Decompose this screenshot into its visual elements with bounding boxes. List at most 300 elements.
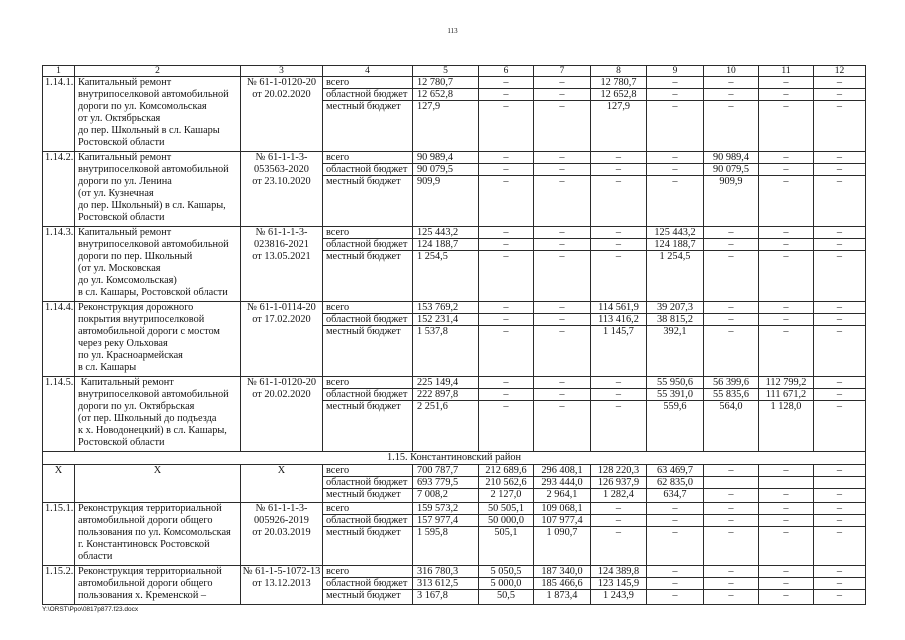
amount-cell: –	[814, 176, 866, 227]
funding-source: всего	[323, 227, 413, 239]
row-number: 1.14.1.	[43, 77, 75, 152]
amount-cell: –	[704, 302, 759, 314]
amount-cell: 1 595,8	[413, 527, 479, 566]
amount-cell: –	[759, 465, 814, 477]
amount-cell: –	[704, 527, 759, 566]
funding-source: местный бюджет	[323, 101, 413, 152]
amount-cell: 559,6	[647, 401, 704, 452]
doc-line: № 61-1-0114-20	[247, 302, 316, 313]
name-line: Реконструкция территориальной	[78, 503, 222, 514]
amount-cell: –	[479, 302, 534, 314]
amount-cell: –	[534, 227, 591, 239]
amount-cell: 90 079,5	[413, 164, 479, 176]
doc-line: от 20.02.2020	[252, 89, 311, 100]
name-line: внутрипоселковой автомобильной	[78, 164, 229, 175]
file-path: Y:\ORST\Ppo\0817p877.f23.docx	[42, 606, 139, 613]
column-number: 8	[591, 66, 647, 77]
project-name	[75, 377, 241, 452]
amount-cell: –	[534, 152, 591, 164]
amount-cell: 505,1	[479, 527, 534, 566]
doc-line: 023816-2021	[254, 239, 309, 250]
amount-cell: 293 444,0	[534, 477, 591, 489]
amount-cell: –	[647, 77, 704, 89]
amount-cell: 392,1	[647, 326, 704, 377]
doc-line: от 20.02.2020	[252, 389, 311, 400]
doc-line: от 23.10.2020	[252, 176, 311, 187]
amount-cell: –	[479, 326, 534, 377]
amount-cell: 12 652,8	[591, 89, 647, 101]
funding-source: областной бюджет	[323, 578, 413, 590]
amount-cell: –	[591, 152, 647, 164]
amount-cell: –	[647, 527, 704, 566]
doc-line: № 61-1-0120-20	[246, 377, 317, 388]
amount-cell	[704, 477, 759, 489]
doc-line: от 20.03.2019	[252, 527, 311, 538]
amount-cell: 5 050,5	[479, 566, 534, 578]
project-name	[75, 566, 241, 605]
column-number: 2	[75, 66, 241, 77]
column-number: 6	[479, 66, 534, 77]
funding-source: областной бюджет	[323, 164, 413, 176]
amount-cell: 2 964,1	[534, 489, 591, 503]
amount-cell: –	[479, 377, 534, 389]
amount-cell: 2 127,0	[479, 489, 534, 503]
amount-cell: –	[759, 152, 814, 164]
amount-cell: –	[814, 239, 866, 251]
funding-source: всего	[323, 302, 413, 314]
doc-line: от 13.12.2013	[252, 578, 311, 589]
amount-cell: 124 389,8	[591, 566, 647, 578]
amount-cell: –	[591, 239, 647, 251]
amount-cell: –	[591, 176, 647, 227]
name-line: до ул. Комсомольская)	[78, 275, 177, 286]
name-line: (от ул. Кузнечная	[78, 188, 154, 199]
amount-cell: –	[759, 101, 814, 152]
amount-cell: –	[534, 302, 591, 314]
name-line: дороги по ул. Комсомольская	[78, 101, 207, 112]
amount-cell: –	[647, 515, 704, 527]
amount-cell: 225 149,4	[413, 377, 479, 389]
amount-cell: 107 977,4	[534, 515, 591, 527]
amount-cell: 1 873,4	[534, 590, 591, 605]
amount-cell: –	[704, 77, 759, 89]
amount-cell: –	[814, 302, 866, 314]
amount-cell: –	[647, 578, 704, 590]
name-line: дороги по ул. Октябрьская	[78, 401, 195, 412]
amount-cell: –	[759, 164, 814, 176]
column-number: 12	[814, 66, 866, 77]
amount-cell: 5 000,0	[479, 578, 534, 590]
name-line: Капитальный ремонт	[78, 152, 172, 163]
amount-cell: 159 573,2	[413, 503, 479, 515]
amount-cell: –	[534, 314, 591, 326]
amount-cell: –	[479, 152, 534, 164]
doc-line: от 13.05.2021	[252, 251, 311, 262]
name-line: Ростовской области	[78, 137, 165, 148]
amount-cell: 1 254,5	[647, 251, 704, 302]
amount-cell: –	[479, 239, 534, 251]
amount-cell: –	[479, 389, 534, 401]
name-line: внутрипоселковой автомобильной	[78, 239, 229, 250]
name-line: дороги по ул. Ленина	[78, 176, 172, 187]
amount-cell: –	[479, 77, 534, 89]
name-line: пользования по ул. Комсомольская	[78, 527, 231, 538]
amount-cell: 55 950,6	[647, 377, 704, 389]
amount-cell: –	[534, 401, 591, 452]
amount-cell: 124 188,7	[413, 239, 479, 251]
amount-cell: –	[534, 176, 591, 227]
funding-source: областной бюджет	[323, 389, 413, 401]
amount-cell: 111 671,2	[759, 389, 814, 401]
amount-cell: 152 231,4	[413, 314, 479, 326]
row-number: 1.15.2.	[43, 566, 75, 605]
name-line: Ростовской области	[78, 437, 165, 448]
funding-source: областной бюджет	[323, 89, 413, 101]
column-number-header	[43, 66, 866, 77]
amount-cell: 63 469,7	[647, 465, 704, 477]
amount-cell: –	[647, 566, 704, 578]
amount-cell: –	[534, 164, 591, 176]
amount-cell: 12 652,8	[413, 89, 479, 101]
funding-source: местный бюджет	[323, 176, 413, 227]
amount-cell: –	[759, 302, 814, 314]
column-number: 1	[43, 66, 75, 77]
funding-source: всего	[323, 503, 413, 515]
amount-cell: –	[479, 227, 534, 239]
name-line: от ул. Октябрьская	[78, 113, 161, 124]
amount-cell: 113 416,2	[591, 314, 647, 326]
amount-cell: –	[704, 314, 759, 326]
amount-cell: 114 561,9	[591, 302, 647, 314]
column-number: 9	[647, 66, 704, 77]
amount-cell: 1 282,4	[591, 489, 647, 503]
amount-cell: 1 090,7	[534, 527, 591, 566]
permit-document	[241, 77, 323, 152]
amount-cell: 2 251,6	[413, 401, 479, 452]
column-number: 4	[323, 66, 413, 77]
amount-cell: –	[591, 503, 647, 515]
amount-cell: –	[704, 503, 759, 515]
project-row	[43, 302, 866, 377]
amount-cell: –	[591, 515, 647, 527]
amount-cell: –	[647, 152, 704, 164]
amount-cell: –	[591, 251, 647, 302]
amount-cell: –	[591, 401, 647, 452]
name-line: внутрипоселковой автомобильной	[78, 89, 229, 100]
amount-cell: –	[704, 101, 759, 152]
amount-cell: –	[479, 89, 534, 101]
project-row	[43, 227, 866, 302]
project-row	[43, 566, 866, 605]
amount-cell: –	[591, 377, 647, 389]
name-line: Х	[153, 465, 162, 476]
amount-cell: –	[704, 227, 759, 239]
column-number: 5	[413, 66, 479, 77]
amount-cell: 153 769,2	[413, 302, 479, 314]
amount-cell: 316 780,3	[413, 566, 479, 578]
amount-cell: –	[479, 176, 534, 227]
doc-line: 053563-2020	[254, 164, 309, 175]
amount-cell: 50 505,1	[479, 503, 534, 515]
amount-cell: 1 254,5	[413, 251, 479, 302]
amount-cell: –	[534, 101, 591, 152]
funding-source: областной бюджет	[323, 239, 413, 251]
amount-cell: –	[759, 503, 814, 515]
doc-line: № 61-1-1-3-	[255, 503, 308, 514]
amount-cell: –	[814, 89, 866, 101]
project-row	[43, 152, 866, 227]
row-number: 1.14.5.	[43, 377, 75, 452]
amount-cell: 127,9	[591, 101, 647, 152]
name-line: к х. Новодонецкий) в сл. Кашары,	[78, 425, 227, 436]
amount-cell: –	[479, 401, 534, 452]
name-line: г. Константиновск Ростовской	[78, 539, 210, 550]
name-line: Реконструкция дорожного	[78, 302, 194, 313]
amount-cell: 700 787,7	[413, 465, 479, 477]
amount-cell	[759, 477, 814, 489]
amount-cell: –	[759, 176, 814, 227]
amount-cell: –	[814, 401, 866, 452]
permit-document	[241, 377, 323, 452]
amount-cell: –	[814, 527, 866, 566]
amount-cell: –	[704, 239, 759, 251]
amount-cell: –	[814, 578, 866, 590]
amount-cell: 313 612,5	[413, 578, 479, 590]
doc-line: от 17.02.2020	[252, 314, 311, 325]
amount-cell: 187 340,0	[534, 566, 591, 578]
name-line: Реконструкция территориальной	[78, 566, 222, 577]
amount-cell: –	[814, 489, 866, 503]
amount-cell: 90 079,5	[704, 164, 759, 176]
permit-document	[241, 503, 323, 566]
amount-cell: 157 977,4	[413, 515, 479, 527]
amount-cell: –	[759, 566, 814, 578]
amount-cell: –	[759, 314, 814, 326]
amount-cell: 125 443,2	[647, 227, 704, 239]
amount-cell: –	[647, 590, 704, 605]
amount-cell: –	[591, 227, 647, 239]
amount-cell: –	[647, 164, 704, 176]
amount-cell: 38 815,2	[647, 314, 704, 326]
amount-cell: 126 937,9	[591, 477, 647, 489]
amount-cell: –	[759, 251, 814, 302]
amount-cell: 634,7	[647, 489, 704, 503]
amount-cell: –	[647, 89, 704, 101]
funding-source: местный бюджет	[323, 401, 413, 452]
amount-cell: –	[704, 489, 759, 503]
amount-cell: –	[759, 77, 814, 89]
row-number: 1.14.2.	[43, 152, 75, 227]
name-line: автомобильной дороги общего	[78, 515, 213, 526]
section-heading: 1.15. Константиновский район	[43, 452, 866, 465]
project-name	[75, 77, 241, 152]
funding-source: местный бюджет	[323, 527, 413, 566]
name-line: в сл. Кашары, Ростовской области	[78, 287, 228, 298]
name-line: покрытия внутрипоселковой	[78, 314, 205, 325]
amount-cell: 39 207,3	[647, 302, 704, 314]
amount-cell: –	[591, 164, 647, 176]
amount-cell: 112 799,2	[759, 377, 814, 389]
project-name	[75, 227, 241, 302]
name-line: Капитальный ремонт	[78, 77, 172, 88]
amount-cell: –	[704, 590, 759, 605]
column-number: 3	[241, 66, 323, 77]
amount-cell: –	[814, 227, 866, 239]
doc-line: № 61-1-0120-20	[246, 77, 317, 88]
amount-cell: –	[759, 515, 814, 527]
funding-source: всего	[323, 152, 413, 164]
name-line: в сл. Кашары	[78, 362, 137, 373]
amount-cell: –	[704, 89, 759, 101]
permit-document	[241, 465, 323, 503]
budget-table	[42, 65, 866, 605]
amount-cell: –	[647, 176, 704, 227]
amount-cell: –	[647, 101, 704, 152]
amount-cell: –	[534, 239, 591, 251]
permit-document	[241, 566, 323, 605]
amount-cell: –	[814, 164, 866, 176]
name-line: автомобильной дороги с мостом	[78, 326, 220, 337]
amount-cell: –	[759, 89, 814, 101]
amount-cell: 90 989,4	[704, 152, 759, 164]
amount-cell: 3 167,8	[413, 590, 479, 605]
name-line: дороги по пер. Школьный	[78, 251, 193, 262]
amount-cell: –	[534, 251, 591, 302]
name-line: через реку Ольховая	[78, 338, 168, 349]
amount-cell: –	[591, 527, 647, 566]
amount-cell: –	[759, 527, 814, 566]
doc-line: Х	[277, 465, 286, 476]
funding-source: всего	[323, 377, 413, 389]
name-line: до пер. Школьный) в сл. Кашары,	[78, 200, 226, 211]
amount-cell: 564,0	[704, 401, 759, 452]
amount-cell: 1 145,7	[591, 326, 647, 377]
project-name	[75, 465, 241, 503]
funding-source: местный бюджет	[323, 590, 413, 605]
amount-cell: –	[759, 239, 814, 251]
amount-cell: 127,9	[413, 101, 479, 152]
amount-cell: 1 537,8	[413, 326, 479, 377]
amount-cell: –	[704, 578, 759, 590]
permit-document	[241, 302, 323, 377]
amount-cell: –	[534, 326, 591, 377]
amount-cell: –	[814, 251, 866, 302]
amount-cell: –	[814, 566, 866, 578]
amount-cell: –	[814, 590, 866, 605]
project-row	[43, 377, 866, 452]
amount-cell: –	[479, 164, 534, 176]
amount-cell: 50,5	[479, 590, 534, 605]
amount-cell: 90 989,4	[413, 152, 479, 164]
amount-cell: –	[479, 251, 534, 302]
amount-cell: –	[814, 503, 866, 515]
amount-cell: –	[704, 465, 759, 477]
amount-cell: 212 689,6	[479, 465, 534, 477]
permit-document	[241, 152, 323, 227]
name-line: Ростовской области	[78, 212, 165, 223]
amount-cell: –	[814, 377, 866, 389]
amount-cell: –	[814, 77, 866, 89]
amount-cell: 1 243,9	[591, 590, 647, 605]
row-number: 1.14.3.	[43, 227, 75, 302]
funding-source: всего	[323, 465, 413, 477]
column-number: 10	[704, 66, 759, 77]
row-number: 1.14.4.	[43, 302, 75, 377]
project-row	[43, 503, 866, 566]
amount-cell: –	[814, 101, 866, 152]
funding-source: областной бюджет	[323, 314, 413, 326]
project-name	[75, 152, 241, 227]
amount-cell: –	[704, 566, 759, 578]
permit-document	[241, 227, 323, 302]
project-name	[75, 503, 241, 566]
amount-cell: 693 779,5	[413, 477, 479, 489]
amount-cell: –	[704, 251, 759, 302]
amount-cell: –	[814, 465, 866, 477]
name-line: (от ул. Московская	[78, 263, 161, 274]
amount-cell: 55 835,6	[704, 389, 759, 401]
page-number: 113	[447, 27, 458, 35]
funding-source: всего	[323, 566, 413, 578]
amount-cell: –	[534, 89, 591, 101]
name-line: до пер. Школьный в сл. Кашары	[78, 125, 220, 136]
funding-source: областной бюджет	[323, 477, 413, 489]
name-line: области	[78, 551, 113, 562]
amount-cell: 222 897,8	[413, 389, 479, 401]
amount-cell: 185 466,6	[534, 578, 591, 590]
amount-cell: –	[814, 314, 866, 326]
doc-line: 005926-2019	[254, 515, 309, 526]
column-number: 11	[759, 66, 814, 77]
amount-cell: –	[479, 101, 534, 152]
amount-cell: –	[759, 227, 814, 239]
amount-cell: –	[704, 326, 759, 377]
amount-cell: –	[534, 77, 591, 89]
funding-source: местный бюджет	[323, 251, 413, 302]
amount-cell: –	[759, 326, 814, 377]
amount-cell: –	[759, 489, 814, 503]
project-row	[43, 77, 866, 152]
amount-cell: 210 562,6	[479, 477, 534, 489]
amount-cell: 12 780,7	[413, 77, 479, 89]
name-line: автомобильной дороги общего	[78, 578, 213, 589]
funding-source: областной бюджет	[323, 515, 413, 527]
amount-cell: 12 780,7	[591, 77, 647, 89]
amount-cell: –	[704, 515, 759, 527]
amount-cell: 55 391,0	[647, 389, 704, 401]
project-name	[75, 302, 241, 377]
doc-line: № 61-1-1-3-	[255, 227, 308, 238]
amount-cell: –	[534, 389, 591, 401]
funding-source: всего	[323, 77, 413, 89]
amount-cell: 909,9	[704, 176, 759, 227]
amount-cell: 62 835,0	[647, 477, 704, 489]
funding-source: местный бюджет	[323, 326, 413, 377]
amount-cell: 124 188,7	[647, 239, 704, 251]
amount-cell: –	[647, 503, 704, 515]
amount-cell: 1 128,0	[759, 401, 814, 452]
amount-cell: 125 443,2	[413, 227, 479, 239]
name-line: пользования х. Кременской –	[78, 590, 207, 601]
name-line: Капитальный ремонт	[78, 377, 174, 388]
funding-source: местный бюджет	[323, 489, 413, 503]
amount-cell: –	[814, 515, 866, 527]
amount-cell	[814, 477, 866, 489]
amount-cell: –	[814, 389, 866, 401]
row-number: Х	[43, 465, 75, 503]
amount-cell: –	[814, 152, 866, 164]
amount-cell: 56 399,6	[704, 377, 759, 389]
